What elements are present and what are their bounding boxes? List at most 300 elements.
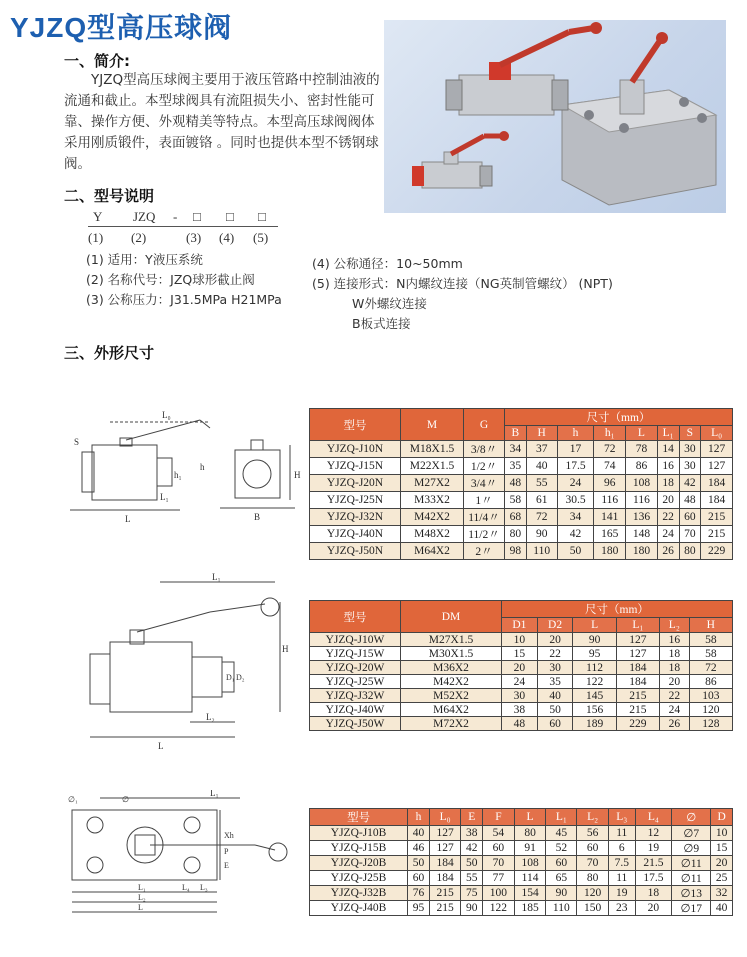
section-model-heading: 二、型号说明 — [64, 187, 155, 205]
t1-cell: 184 — [701, 492, 733, 509]
t2-cell: 16 — [660, 633, 690, 647]
t3-cell: 15 — [711, 841, 733, 856]
t3-subheader-9: L₄ — [635, 809, 672, 826]
t2-cell: M72X2 — [401, 717, 502, 731]
t2-subheader-0: D1 — [502, 618, 538, 633]
d1-label-l0: L₀ — [162, 410, 171, 420]
t3-cell: YJZQ-J40B — [310, 901, 408, 916]
t3-subheader-11: D — [711, 809, 733, 826]
t1-subheader-7: L₀ — [701, 426, 733, 441]
table-row — [310, 661, 733, 675]
note-2: (2) 名称代号：JZQ球形截止阀 — [86, 272, 255, 287]
t1-cell: M48X2 — [401, 526, 464, 543]
t1-cell: 26 — [657, 543, 679, 560]
t1-cell: M22X1.5 — [401, 458, 464, 475]
t3-cell: 114 — [514, 871, 546, 886]
t3-cell: 60 — [483, 841, 515, 856]
t1-cell: 14 — [657, 441, 679, 458]
d1-label-H: H — [294, 470, 301, 480]
t2-cell: YJZQ-J25W — [310, 675, 401, 689]
t3-cell: 110 — [546, 901, 577, 916]
table-row — [310, 458, 733, 475]
t3-cell: 38 — [461, 826, 483, 841]
t3-cell: 10 — [711, 826, 733, 841]
t1-cell: M27X2 — [401, 475, 464, 492]
code-part-4: □ — [193, 209, 201, 224]
t2-cell: M52X2 — [401, 689, 502, 703]
t1-cell: 229 — [701, 543, 733, 560]
d1-label-h1: h₁ — [174, 470, 182, 480]
t3-cell: 17.5 — [635, 871, 672, 886]
t3-cell: ∅9 — [672, 841, 711, 856]
t3-cell: 11 — [608, 826, 635, 841]
t3-cell: 54 — [483, 826, 515, 841]
t2-cell: 18 — [660, 661, 690, 675]
t2-cell: 215 — [616, 689, 659, 703]
t1-cell: 141 — [594, 509, 626, 526]
table-row — [310, 543, 733, 560]
t3-cell: 18 — [635, 886, 672, 901]
t2-cell: 20 — [502, 661, 538, 675]
t1-cell: 22 — [657, 509, 679, 526]
t1-cell: YJZQ-J32N — [310, 509, 401, 526]
code-part-6: □ — [258, 209, 266, 224]
t1-cell: 55 — [526, 475, 557, 492]
t3-cell: 150 — [577, 901, 609, 916]
t3-cell: ∅17 — [672, 901, 711, 916]
t3-cell: 122 — [483, 901, 515, 916]
t1-cell: YJZQ-J10N — [310, 441, 401, 458]
t1-cell: 127 — [701, 458, 733, 475]
t3-cell: 11 — [608, 871, 635, 886]
t1-cell: 80 — [505, 526, 527, 543]
t3-cell: 32 — [711, 886, 733, 901]
t2-cell: 20 — [537, 633, 573, 647]
t3-cell: 80 — [577, 871, 609, 886]
t1-cell: M42X2 — [401, 509, 464, 526]
t1-subheader-6: S — [679, 426, 701, 441]
t2-cell: 20 — [660, 675, 690, 689]
t1-cell: 184 — [701, 475, 733, 492]
table-n-type — [309, 408, 733, 560]
t1-cell: YJZQ-J15N — [310, 458, 401, 475]
t2-cell: 215 — [616, 703, 659, 717]
note-5-w: W外螺纹连接 — [352, 296, 427, 311]
t1-cell: 30 — [679, 441, 701, 458]
t3-subheader-5: L — [514, 809, 546, 826]
t1-cell: 165 — [594, 526, 626, 543]
t1-cell: M64X2 — [401, 543, 464, 560]
t3-subheader-4: F — [483, 809, 515, 826]
t3-cell: YJZQ-J20B — [310, 856, 408, 871]
t1-cell: 3/4〃 — [464, 475, 505, 492]
t3-cell: 95 — [408, 901, 430, 916]
t3-subheader-3: E — [461, 809, 483, 826]
t2-subheader-3: L₁ — [616, 618, 659, 633]
t3-cell: 75 — [461, 886, 483, 901]
t3-cell: 90 — [546, 886, 577, 901]
t3-cell: 50 — [408, 856, 430, 871]
t2-cell: M27X1.5 — [401, 633, 502, 647]
t2-cell: 24 — [660, 703, 690, 717]
table-row — [310, 509, 733, 526]
t3-cell: 19 — [635, 841, 672, 856]
t3-cell: 65 — [546, 871, 577, 886]
t3-cell: 108 — [514, 856, 546, 871]
code-part-3: - — [173, 209, 178, 224]
table-row — [310, 689, 733, 703]
code-index-4: (4) — [219, 230, 235, 245]
t3-cell: YJZQ-J15B — [310, 841, 408, 856]
t2-cell: 26 — [660, 717, 690, 731]
t2-cell: 122 — [573, 675, 616, 689]
intro-text: YJZQ型高压球阀主要用于液压管路中控制油液的流通和截止。本型球阀具有流阻损失小、密封性能可靠、操作方便、外观精美等特点。本型高压球阀阀体采用刚质锻件，表面镀铬 。同时也提供本型不锈钢球阀。 — [64, 72, 380, 172]
table-row — [310, 441, 733, 458]
t1-cell: 74 — [594, 458, 626, 475]
t1-cell: 34 — [505, 441, 527, 458]
t1-cell: 11/4〃 — [464, 509, 505, 526]
t3-cell: ∅7 — [672, 826, 711, 841]
t1-cell: 72 — [594, 441, 626, 458]
product-photo — [384, 20, 726, 213]
t2-cell: 128 — [689, 717, 732, 731]
table-row — [310, 703, 733, 717]
t1-cell: 48 — [505, 475, 527, 492]
t2-subheader-2: L — [573, 618, 616, 633]
t2-cell: 58 — [689, 647, 732, 661]
table-row — [310, 675, 733, 689]
t3-subheader-6: L₁ — [546, 809, 577, 826]
t3-cell: 25 — [711, 871, 733, 886]
t3-cell: 127 — [429, 826, 461, 841]
t3-cell: 60 — [408, 871, 430, 886]
t2-cell: 38 — [502, 703, 538, 717]
d2-label-l1: L₁ — [212, 572, 221, 582]
valves-illustration — [384, 20, 726, 213]
t3-cell: 60 — [546, 856, 577, 871]
t1-cell: 24 — [557, 475, 594, 492]
t2-cell: 72 — [689, 661, 732, 675]
t3-cell: 90 — [461, 901, 483, 916]
note-5: (5) 连接形式：N内螺纹连接（NG英制管螺纹） (NPT) — [312, 276, 613, 291]
t2-cell: YJZQ-J40W — [310, 703, 401, 717]
table-w-type — [309, 600, 733, 731]
t1-cell: 80 — [679, 543, 701, 560]
t2-cell: M64X2 — [401, 703, 502, 717]
t1-cell: YJZQ-J40N — [310, 526, 401, 543]
t1-cell: 42 — [557, 526, 594, 543]
t2-header-model: 型号 — [310, 601, 401, 633]
t2-header-dm: DM — [401, 601, 502, 633]
t2-cell: M30X1.5 — [401, 647, 502, 661]
t1-cell: 30 — [679, 458, 701, 475]
t2-cell: YJZQ-J20W — [310, 661, 401, 675]
t3-cell: 80 — [514, 826, 546, 841]
t2-cell: 189 — [573, 717, 616, 731]
t2-cell: 58 — [689, 633, 732, 647]
table-row — [310, 871, 733, 886]
section-intro-heading: 一、简介: — [64, 52, 130, 70]
t2-cell: 35 — [537, 675, 573, 689]
note-4: (4) 公称通径：10~50mm — [312, 256, 463, 271]
t2-cell: 127 — [616, 647, 659, 661]
code-part-1: Y — [93, 209, 103, 224]
t3-cell: 6 — [608, 841, 635, 856]
t1-cell: 17.5 — [557, 458, 594, 475]
t1-cell: 98 — [505, 543, 527, 560]
t3-subheader-7: L₂ — [577, 809, 609, 826]
t3-cell: 20 — [711, 856, 733, 871]
t1-header-g: G — [464, 409, 505, 441]
t1-cell: 110 — [526, 543, 557, 560]
d3-label-xh: Xh — [224, 831, 234, 840]
table-row — [310, 901, 733, 916]
diagram-n-type — [70, 400, 305, 525]
t1-cell: 90 — [526, 526, 557, 543]
t1-cell: 24 — [657, 526, 679, 543]
t3-cell: 40 — [408, 826, 430, 841]
t1-cell: 2〃 — [464, 543, 505, 560]
t1-cell: M33X2 — [401, 492, 464, 509]
code-index-1: (1) — [88, 230, 104, 245]
code-part-2: JZQ — [133, 209, 156, 224]
t2-cell: YJZQ-J15W — [310, 647, 401, 661]
t2-cell: 18 — [660, 647, 690, 661]
t3-cell: 45 — [546, 826, 577, 841]
t1-cell: 17 — [557, 441, 594, 458]
t1-subheader-0: B — [505, 426, 527, 441]
t2-cell: 60 — [537, 717, 573, 731]
d3-label-l1: L₁ — [138, 883, 146, 892]
d1-label-h: h — [200, 462, 205, 472]
t3-cell: 70 — [483, 856, 515, 871]
t2-cell: 103 — [689, 689, 732, 703]
t3-cell: YJZQ-J10B — [310, 826, 408, 841]
t2-cell: 90 — [573, 633, 616, 647]
d1-label-s: S — [74, 437, 80, 447]
t2-cell: 22 — [537, 647, 573, 661]
t2-cell: 15 — [502, 647, 538, 661]
t1-cell: 1/2〃 — [464, 458, 505, 475]
t3-cell: 52 — [546, 841, 577, 856]
t1-subheader-1: H — [526, 426, 557, 441]
d3-label-l1-top: L₁ — [210, 790, 219, 798]
t3-cell: 56 — [577, 826, 609, 841]
d1-label-l1: L₁ — [160, 492, 169, 502]
table-row — [310, 475, 733, 492]
t3-subheader-8: L₃ — [608, 809, 635, 826]
t1-cell: 116 — [626, 492, 658, 509]
t1-cell: 116 — [594, 492, 626, 509]
d2-label-l2: L₂ — [206, 712, 215, 722]
t1-cell: YJZQ-J25N — [310, 492, 401, 509]
t3-subheader-10: ∅ — [672, 809, 711, 826]
t1-cell: 42 — [679, 475, 701, 492]
d1-label-l: L — [125, 514, 131, 524]
table-row — [310, 717, 733, 731]
t2-cell: 86 — [689, 675, 732, 689]
t1-cell: 78 — [626, 441, 658, 458]
t3-cell: 76 — [408, 886, 430, 901]
t3-cell: 77 — [483, 871, 515, 886]
note-5-b: B板式连接 — [352, 316, 411, 331]
t2-cell: 48 — [502, 717, 538, 731]
t2-cell: 22 — [660, 689, 690, 703]
t3-subheader-2: L₀ — [429, 809, 461, 826]
t2-cell: 10 — [502, 633, 538, 647]
t2-header-dims: 尺寸（mm） — [502, 601, 733, 618]
t1-cell: 34 — [557, 509, 594, 526]
t2-cell: 50 — [537, 703, 573, 717]
code-index-5: (5) — [253, 230, 269, 245]
t3-cell: 50 — [461, 856, 483, 871]
t3-cell: 185 — [514, 901, 546, 916]
code-index-2: (2) — [131, 230, 147, 245]
d2-label-d1: D₁ — [226, 673, 235, 682]
t1-cell: 70 — [679, 526, 701, 543]
t2-cell: YJZQ-J32W — [310, 689, 401, 703]
d2-label-l: L — [158, 741, 164, 751]
t3-cell: YJZQ-J25B — [310, 871, 408, 886]
t3-cell: 215 — [429, 886, 461, 901]
d1-label-b: B — [254, 512, 261, 522]
t1-header-m: M — [401, 409, 464, 441]
t3-cell: ∅13 — [672, 886, 711, 901]
t1-cell: 37 — [526, 441, 557, 458]
t1-cell: 127 — [701, 441, 733, 458]
t3-cell: 12 — [635, 826, 672, 841]
t1-cell: 215 — [701, 526, 733, 543]
note-3: (3) 公称压力：J31.5MPa H21MPa — [86, 292, 282, 307]
t1-cell: 148 — [626, 526, 658, 543]
t3-cell: 46 — [408, 841, 430, 856]
t2-cell: 24 — [502, 675, 538, 689]
t1-cell: 180 — [594, 543, 626, 560]
t1-header-dims: 尺寸（mm） — [505, 409, 733, 426]
t3-cell: YJZQ-J32B — [310, 886, 408, 901]
t1-cell: 180 — [626, 543, 658, 560]
t1-cell: 3/8〃 — [464, 441, 505, 458]
t1-cell: 35 — [505, 458, 527, 475]
d3-label-l4: L₄ — [182, 883, 190, 892]
t3-cell: 184 — [429, 856, 461, 871]
t3-subheader-1: h — [408, 809, 430, 826]
d3-label-l: L — [138, 903, 143, 912]
t1-cell: 20 — [657, 492, 679, 509]
t1-cell: 68 — [505, 509, 527, 526]
t2-cell: 30 — [502, 689, 538, 703]
t1-subheader-3: h₁ — [594, 426, 626, 441]
diagram-w-type — [70, 572, 295, 757]
code-underline — [88, 226, 278, 227]
t3-cell: 55 — [461, 871, 483, 886]
t3-cell: ∅11 — [672, 856, 711, 871]
d3-label-phi1: ∅₁ — [68, 795, 78, 804]
t3-cell: 91 — [514, 841, 546, 856]
t2-subheader-5: H — [689, 618, 732, 633]
t2-cell: 145 — [573, 689, 616, 703]
t2-cell: 120 — [689, 703, 732, 717]
table-row — [310, 526, 733, 543]
t3-cell: 23 — [608, 901, 635, 916]
diagram-b-type — [60, 790, 310, 920]
t1-cell: 58 — [505, 492, 527, 509]
t3-cell: 120 — [577, 886, 609, 901]
t2-subheader-1: D2 — [537, 618, 573, 633]
t3-cell: 7.5 — [608, 856, 635, 871]
t1-cell: 60 — [679, 509, 701, 526]
t2-cell: 112 — [573, 661, 616, 675]
t3-cell: 42 — [461, 841, 483, 856]
d3-label-p: P — [224, 847, 229, 856]
t2-cell: 95 — [573, 647, 616, 661]
table-row — [310, 856, 733, 871]
t1-cell: 108 — [626, 475, 658, 492]
page-title: YJZQ型高压球阀 — [10, 12, 233, 43]
code-part-5: □ — [226, 209, 234, 224]
t3-cell: 184 — [429, 871, 461, 886]
t1-cell: YJZQ-J20N — [310, 475, 401, 492]
t2-cell: 184 — [616, 675, 659, 689]
t3-cell: 70 — [577, 856, 609, 871]
table-row — [310, 647, 733, 661]
t2-cell: 40 — [537, 689, 573, 703]
table-row — [310, 826, 733, 841]
t2-cell: YJZQ-J10W — [310, 633, 401, 647]
t1-cell: 30.5 — [557, 492, 594, 509]
t1-cell: 136 — [626, 509, 658, 526]
t3-cell: 127 — [429, 841, 461, 856]
d3-label-phi: ∅ — [122, 795, 129, 804]
t3-cell: 20 — [635, 901, 672, 916]
t3-subheader-0: 型号 — [310, 809, 408, 826]
table-row — [310, 886, 733, 901]
t3-cell: 60 — [577, 841, 609, 856]
t1-cell: M18X1.5 — [401, 441, 464, 458]
table-row — [310, 633, 733, 647]
t1-cell: 18 — [657, 475, 679, 492]
t3-cell: ∅11 — [672, 871, 711, 886]
t3-cell: 19 — [608, 886, 635, 901]
d2-label-h: H — [282, 644, 289, 654]
d3-label-l3: L₃ — [200, 883, 208, 892]
t1-cell: 11/2〃 — [464, 526, 505, 543]
t2-subheader-4: L₂ — [660, 618, 690, 633]
t3-cell: 40 — [711, 901, 733, 916]
d3-label-e: E — [224, 861, 229, 870]
t1-cell: 16 — [657, 458, 679, 475]
t1-cell: 96 — [594, 475, 626, 492]
t1-cell: 86 — [626, 458, 658, 475]
t1-cell: 61 — [526, 492, 557, 509]
section-dimensions-heading: 三、外形尺寸 — [64, 344, 155, 362]
t2-cell: 127 — [616, 633, 659, 647]
t1-cell: YJZQ-J50N — [310, 543, 401, 560]
t1-header-model: 型号 — [310, 409, 401, 441]
code-index-3: (3) — [186, 230, 202, 245]
table-row — [310, 841, 733, 856]
d2-label-d2: D₂ — [236, 673, 245, 682]
t2-cell: M42X2 — [401, 675, 502, 689]
table-b-type — [309, 808, 733, 916]
t1-cell: 1〃 — [464, 492, 505, 509]
t1-cell: 40 — [526, 458, 557, 475]
t1-subheader-4: L — [626, 426, 658, 441]
t1-subheader-2: h — [557, 426, 594, 441]
table-row — [310, 492, 733, 509]
t1-cell: 72 — [526, 509, 557, 526]
t1-cell: 50 — [557, 543, 594, 560]
